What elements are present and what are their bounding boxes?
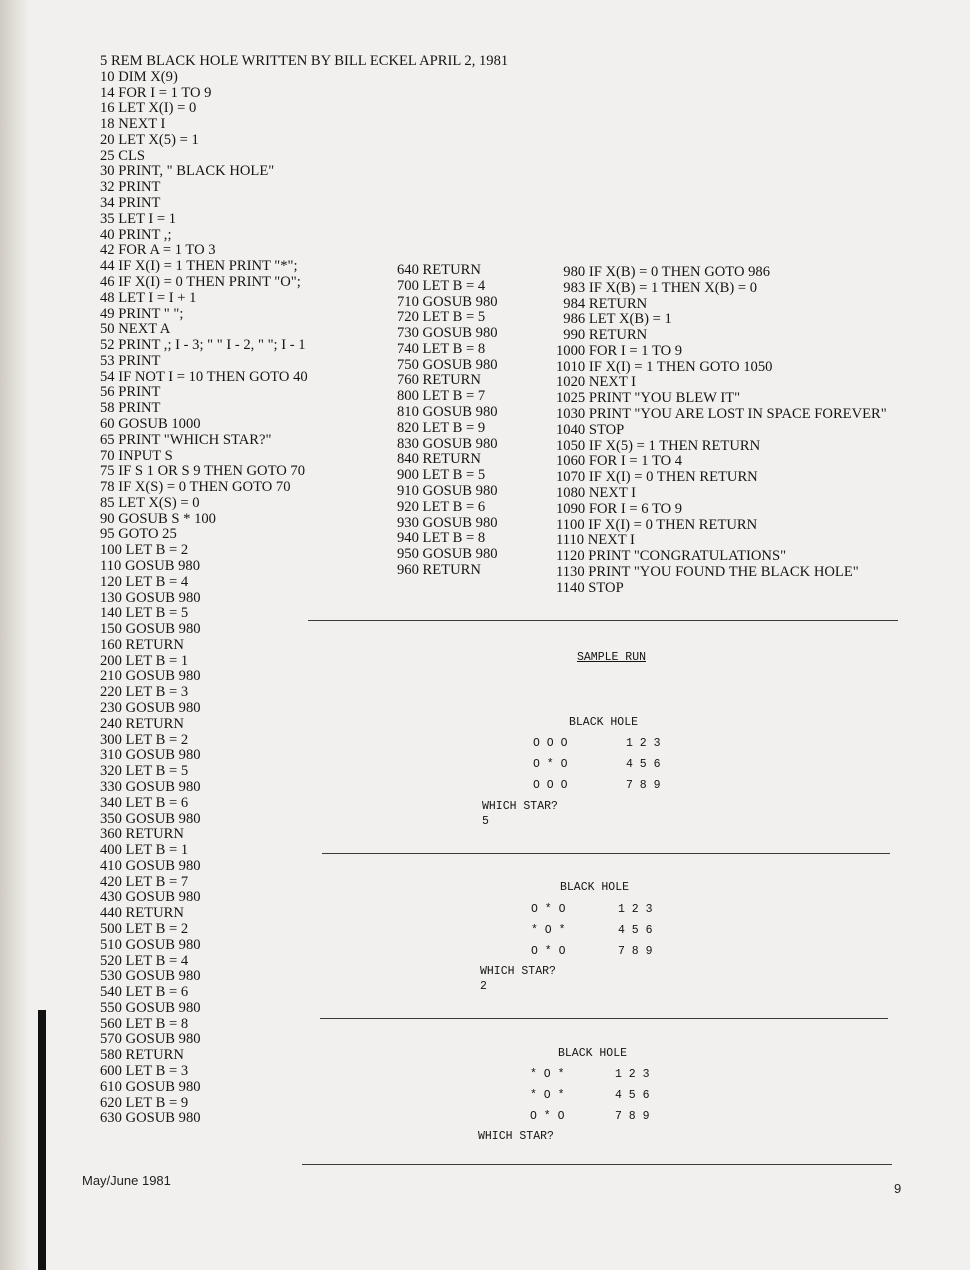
- code-line: 18 NEXT I: [100, 116, 166, 133]
- code-line: 1000 FOR I = 1 TO 9: [556, 342, 683, 359]
- run-2-answer: 2: [480, 980, 487, 993]
- code-line: 560 LET B = 8: [100, 1015, 189, 1032]
- code-line: 210 GOSUB 980: [100, 668, 201, 685]
- code-line: 50 NEXT A: [100, 321, 171, 338]
- run-3-stars-row: O * O: [530, 1110, 565, 1123]
- issue-date: May/June 1981: [82, 1173, 171, 1188]
- code-line: 160 RETURN: [100, 636, 184, 653]
- code-line: 830 GOSUB 980: [397, 435, 498, 452]
- run-2-prompt: WHICH STAR?: [480, 965, 556, 978]
- code-line: 230 GOSUB 980: [100, 700, 201, 717]
- code-line: 620 LET B = 9: [100, 1094, 189, 1111]
- code-line: 100 LET B = 2: [100, 542, 189, 559]
- code-line: 20 LET X(5) = 1: [100, 131, 199, 148]
- code-line: 53 PRINT: [100, 352, 161, 369]
- code-line: 32 PRINT: [100, 179, 161, 196]
- run-3-prompt: WHICH STAR?: [478, 1130, 554, 1143]
- code-line: 110 GOSUB 980: [100, 558, 201, 574]
- code-line: 640 RETURN: [397, 262, 481, 278]
- run-3-nums-row: 1 2 3: [615, 1068, 650, 1081]
- run-1-nums-row: 1 2 3: [626, 737, 661, 750]
- code-line: 34 PRINT: [100, 195, 161, 212]
- run-2-heading: BLACK HOLE: [560, 881, 630, 894]
- code-line: 5 REM BLACK HOLE WRITTEN BY BILL ECKEL APRIL 2, 1981: [100, 53, 509, 69]
- code-line: 1110 NEXT I: [556, 532, 635, 549]
- code-line: 950 GOSUB 980: [397, 546, 498, 563]
- code-line: 58 PRINT: [100, 400, 161, 417]
- code-line: 1140 STOP: [556, 579, 624, 596]
- code-line: 800 LET B = 7: [397, 388, 486, 405]
- code-line: 1050 IF X(5) = 1 THEN RETURN: [556, 437, 761, 454]
- code-line: 984 RETURN: [556, 295, 648, 312]
- code-line: 440 RETURN: [100, 905, 184, 922]
- code-line: 46 IF X(I) = 0 THEN PRINT "O";: [100, 273, 301, 290]
- code-line: 140 LET B = 5: [100, 605, 189, 622]
- code-line: 44 IF X(I) = 1 THEN PRINT "*";: [100, 258, 298, 275]
- divider-run-2: [320, 1018, 888, 1019]
- listing-column-2: [397, 263, 498, 579]
- run-3-nums-row: 4 5 6: [615, 1089, 650, 1102]
- code-line: 1090 FOR I = 6 TO 9: [556, 500, 683, 517]
- code-line: 610 GOSUB 980: [100, 1078, 201, 1095]
- code-line: 750 GOSUB 980: [397, 356, 498, 373]
- page-binding-shadow: [0, 0, 30, 1270]
- code-line: 500 LET B = 2: [100, 920, 189, 937]
- code-line: 65 PRINT "WHICH STAR?": [100, 431, 272, 448]
- code-line: 75 IF S 1 OR S 9 THEN GOTO 70: [100, 463, 306, 480]
- code-line: 78 IF X(S) = 0 THEN GOTO 70: [100, 479, 291, 496]
- code-line: 720 LET B = 5: [397, 309, 486, 326]
- divider-run-1: [322, 853, 890, 854]
- code-line: 900 LET B = 5: [397, 467, 486, 484]
- code-line: 960 RETURN: [397, 561, 481, 578]
- code-line: 310 GOSUB 980: [100, 747, 201, 764]
- code-line: 920 LET B = 6: [397, 498, 486, 515]
- code-line: 820 LET B = 9: [397, 419, 486, 436]
- code-line: 90 GOSUB S * 100: [100, 510, 216, 527]
- code-line: 330 GOSUB 980: [100, 778, 201, 795]
- code-line: 54 IF NOT I = 10 THEN GOTO 40: [100, 368, 308, 385]
- code-line: 60 GOSUB 1000: [100, 415, 201, 432]
- code-line: 200 LET B = 1: [100, 652, 189, 669]
- code-line: 983 IF X(B) = 1 THEN X(B) = 0: [556, 279, 758, 296]
- code-line: 1080 NEXT I: [556, 484, 636, 501]
- code-line: 1100 IF X(I) = 0 THEN RETURN: [556, 516, 758, 533]
- code-line: 240 RETURN: [100, 715, 184, 732]
- code-line: 940 LET B = 8: [397, 530, 486, 547]
- run-1-stars-row: O * O: [533, 758, 568, 771]
- listing-column-3: [556, 265, 887, 596]
- code-line: 1120 PRINT "CONGRATULATIONS": [556, 548, 787, 565]
- code-line: 700 LET B = 4: [397, 277, 486, 294]
- code-line: 986 LET X(B) = 1: [556, 311, 672, 328]
- run-2-nums-row: 4 5 6: [618, 924, 653, 937]
- run-1-prompt: WHICH STAR?: [482, 800, 558, 813]
- code-line: 510 GOSUB 980: [100, 936, 201, 953]
- code-line: 120 LET B = 4: [100, 573, 189, 590]
- code-line: 430 GOSUB 980: [100, 889, 201, 906]
- code-line: 300 LET B = 2: [100, 731, 189, 748]
- run-2-stars-row: O * O: [531, 903, 566, 916]
- run-1-heading: BLACK HOLE: [569, 716, 639, 729]
- code-line: 40 PRINT ,;: [100, 226, 172, 243]
- code-line: 1130 PRINT "YOU FOUND THE BLACK HOLE": [556, 563, 859, 580]
- code-line: 30 PRINT, " BLACK HOLE": [100, 163, 275, 180]
- code-line: 710 GOSUB 980: [397, 293, 498, 310]
- code-line: 25 CLS: [100, 147, 146, 164]
- code-line: 320 LET B = 5: [100, 763, 189, 780]
- code-line: 600 LET B = 3: [100, 1063, 189, 1079]
- binding-edge: [38, 1010, 46, 1270]
- code-line: 1060 FOR I = 1 TO 4: [556, 453, 683, 470]
- code-line: 570 GOSUB 980: [100, 1031, 201, 1048]
- code-line: 1010 IF X(I) = 1 THEN GOTO 1050: [556, 358, 773, 375]
- run-1-stars-row: O O O: [533, 737, 568, 750]
- sample-run-title: SAMPLE RUN: [577, 651, 647, 664]
- code-line: 530 GOSUB 980: [100, 968, 201, 985]
- code-line: 35 LET I = 1: [100, 210, 177, 227]
- run-3-stars-row: * O *: [530, 1089, 565, 1102]
- run-3-stars-row: * O *: [530, 1068, 565, 1081]
- run-1-nums-row: 7 8 9: [626, 779, 661, 792]
- code-line: 1025 PRINT "YOU BLEW IT": [556, 390, 741, 407]
- code-line: 840 RETURN: [397, 451, 481, 468]
- code-line: 520 LET B = 4: [100, 952, 189, 969]
- code-line: 70 INPUT S: [100, 447, 173, 464]
- divider-top: [308, 620, 898, 621]
- code-line: 400 LET B = 1: [100, 842, 189, 859]
- code-line: 10 DIM X(9): [100, 68, 178, 85]
- code-line: 730 GOSUB 980: [397, 325, 498, 342]
- run-1-answer: 5: [482, 815, 489, 828]
- code-line: 580 RETURN: [100, 1047, 184, 1064]
- code-line: 48 LET I = I + 1: [100, 289, 197, 306]
- code-line: 1070 IF X(I) = 0 THEN RETURN: [556, 469, 758, 486]
- code-line: 760 RETURN: [397, 372, 481, 389]
- code-line: 85 LET X(S) = 0: [100, 494, 200, 511]
- code-line: 1040 STOP: [556, 421, 625, 438]
- code-line: 56 PRINT: [100, 384, 161, 401]
- code-line: 810 GOSUB 980: [397, 404, 498, 421]
- code-line: 350 GOSUB 980: [100, 810, 201, 827]
- code-line: 990 RETURN: [556, 327, 648, 344]
- code-line: 420 LET B = 7: [100, 873, 189, 890]
- code-line: 630 GOSUB 980: [100, 1110, 201, 1127]
- code-line: 52 PRINT ,; I - 3; " " I - 2, " "; I - 1: [100, 337, 306, 354]
- code-line: 980 IF X(B) = 0 THEN GOTO 986: [556, 264, 771, 280]
- run-3-heading: BLACK HOLE: [558, 1047, 628, 1060]
- divider-run-3: [302, 1164, 892, 1165]
- code-line: 220 LET B = 3: [100, 684, 189, 701]
- run-3-nums-row: 7 8 9: [615, 1110, 650, 1123]
- code-line: 340 LET B = 6: [100, 794, 189, 811]
- code-line: 130 GOSUB 980: [100, 589, 201, 606]
- run-2-nums-row: 7 8 9: [618, 945, 653, 958]
- code-line: 550 GOSUB 980: [100, 999, 201, 1016]
- code-line: 410 GOSUB 980: [100, 857, 201, 874]
- code-line: 49 PRINT " ";: [100, 305, 184, 322]
- code-line: 150 GOSUB 980: [100, 621, 201, 638]
- code-line: 930 GOSUB 980: [397, 514, 498, 531]
- run-1-stars-row: O O O: [533, 779, 568, 792]
- code-line: 540 LET B = 6: [100, 984, 189, 1001]
- code-line: 95 GOTO 25: [100, 526, 177, 543]
- run-2-stars-row: * O *: [531, 924, 566, 937]
- code-line: 740 LET B = 8: [397, 340, 486, 357]
- code-line: 1020 NEXT I: [556, 374, 636, 391]
- code-line: 42 FOR A = 1 TO 3: [100, 242, 216, 259]
- code-line: 14 FOR I = 1 TO 9: [100, 84, 212, 101]
- page-number: 9: [894, 1181, 902, 1196]
- listing-column-1: [100, 54, 520, 1127]
- run-2-nums-row: 1 2 3: [618, 903, 653, 916]
- code-line: 910 GOSUB 980: [397, 482, 498, 499]
- code-line: 360 RETURN: [100, 826, 184, 843]
- run-2-stars-row: O * O: [531, 945, 566, 958]
- code-line: 1030 PRINT "YOU ARE LOST IN SPACE FOREVER": [556, 406, 887, 423]
- run-1-nums-row: 4 5 6: [626, 758, 661, 771]
- code-line: 16 LET X(I) = 0: [100, 100, 197, 117]
